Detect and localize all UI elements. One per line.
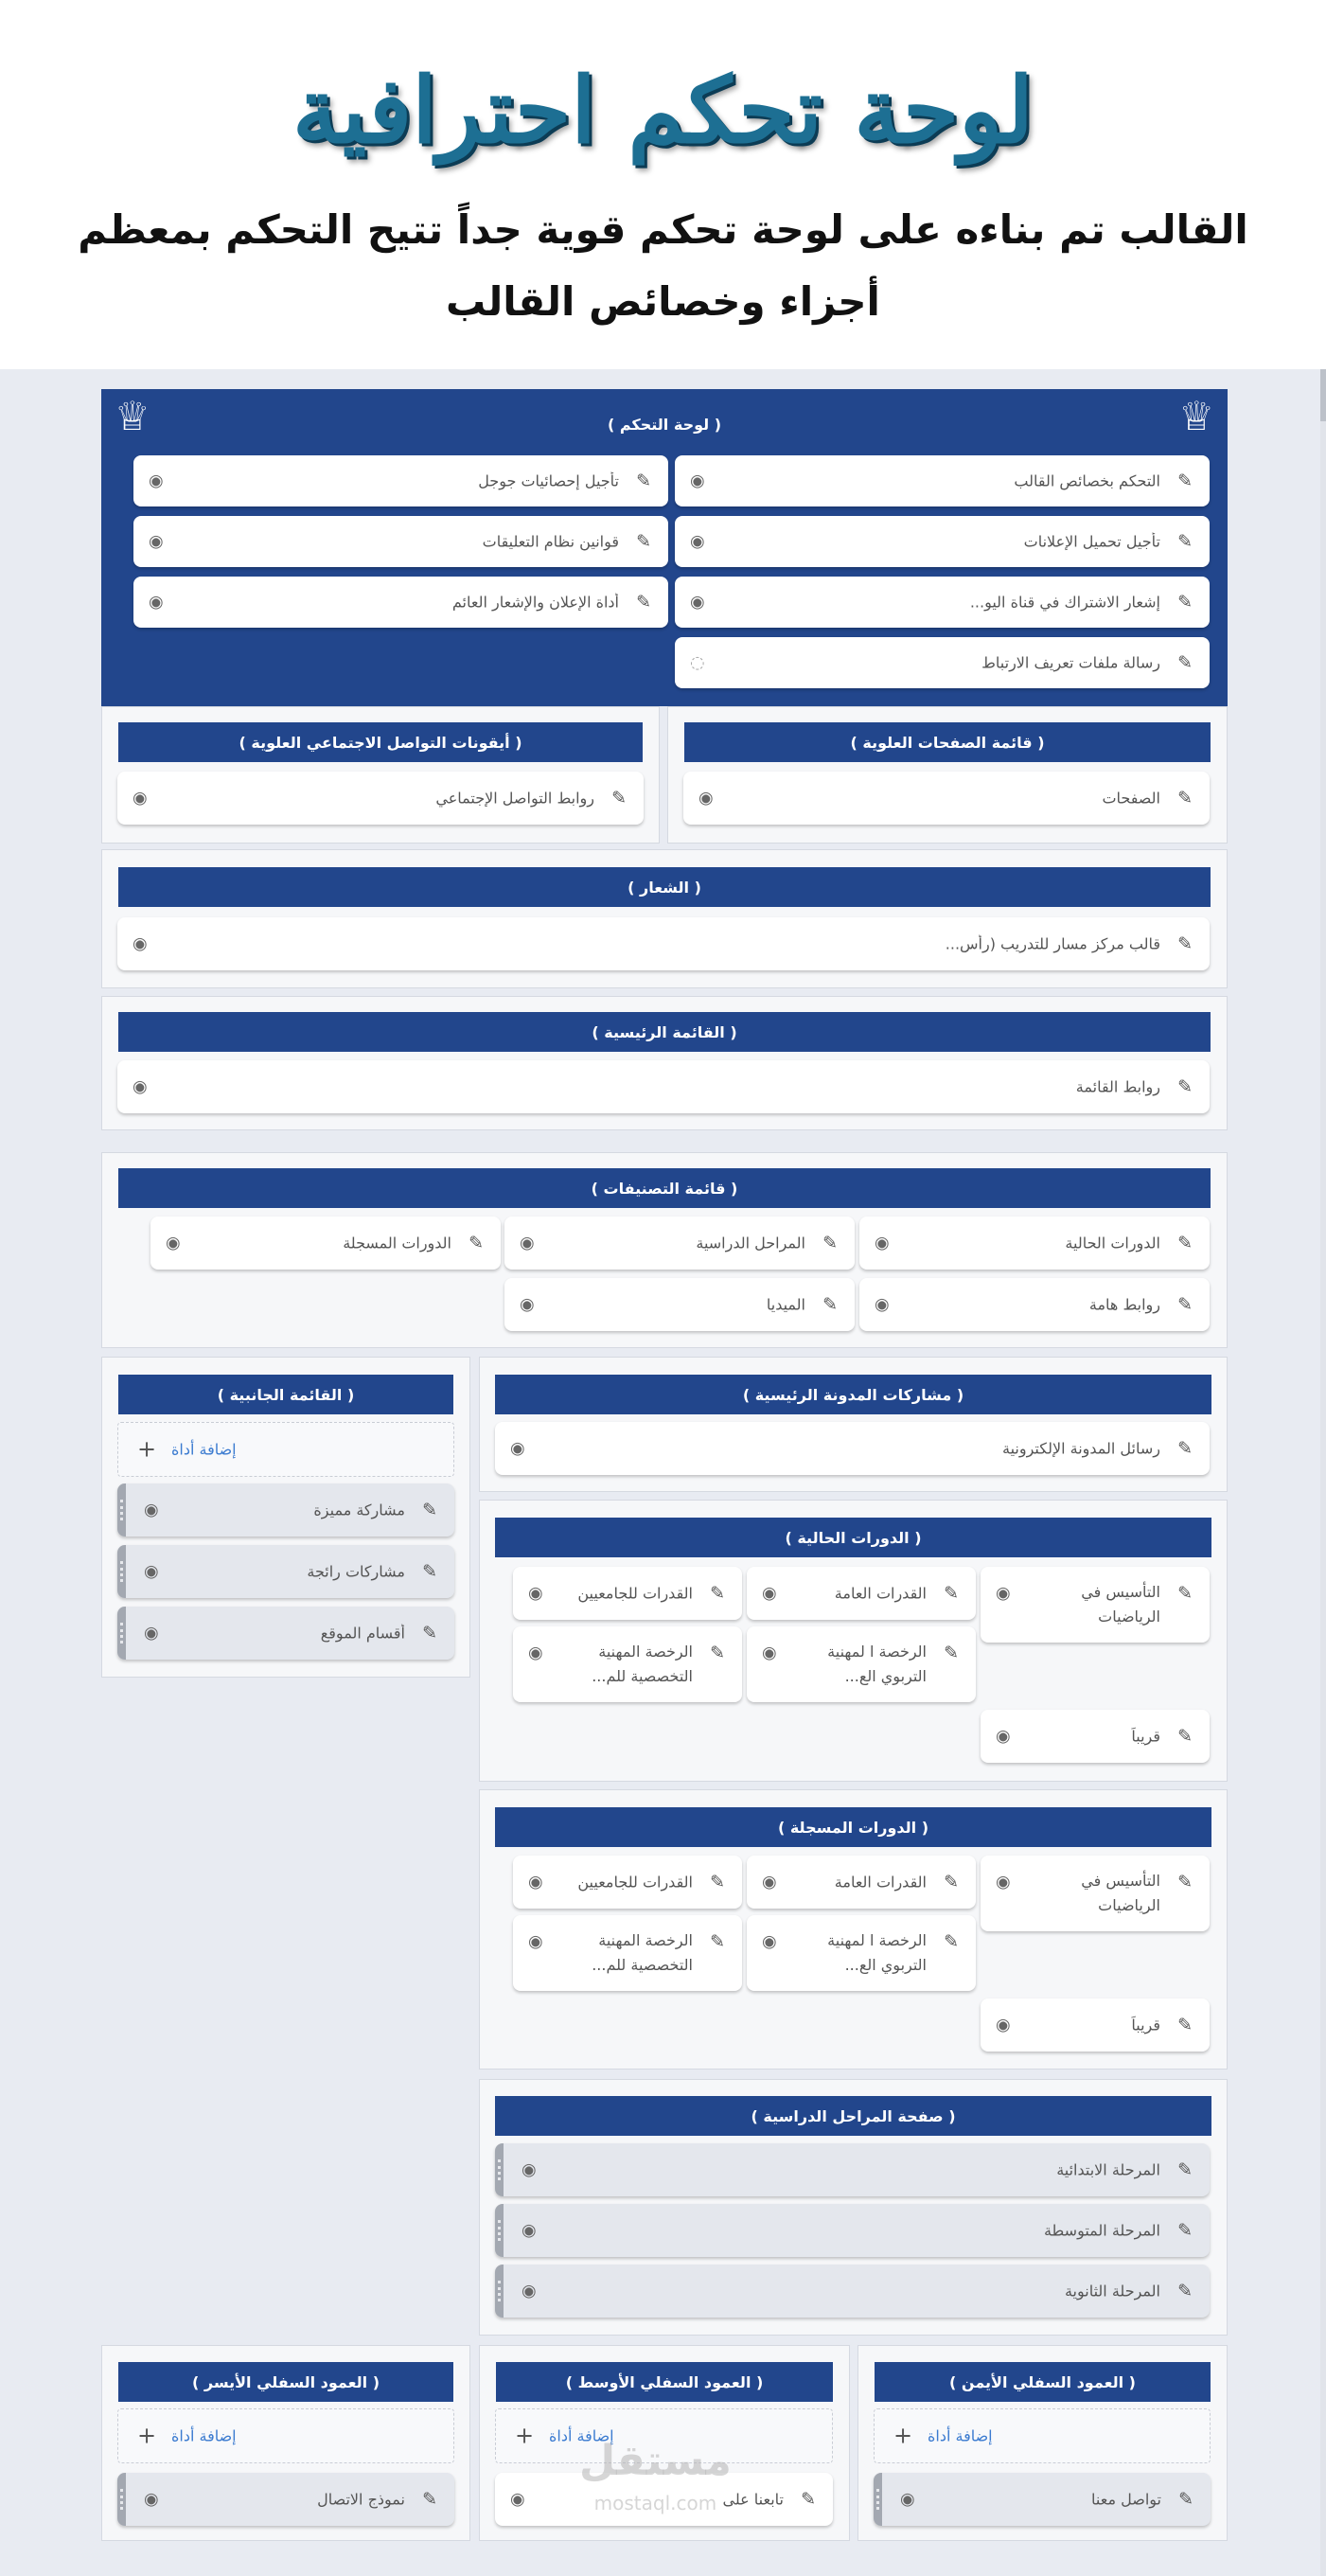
eye-icon[interactable]: ◉	[762, 1643, 777, 1663]
widget-item[interactable]	[675, 637, 1210, 688]
drag-handle[interactable]	[495, 2143, 504, 2196]
widget-item[interactable]	[747, 1915, 976, 1991]
eye-icon[interactable]: ◉	[522, 2281, 537, 2301]
plus-icon: +	[515, 2422, 535, 2449]
eye-icon[interactable]: ◉	[149, 592, 164, 613]
eye-slash-icon[interactable]: ◌	[690, 652, 705, 673]
eye-icon[interactable]: ◉	[528, 1643, 543, 1663]
pencil-icon[interactable]: ✎	[422, 1500, 437, 1520]
widget-item[interactable]	[675, 516, 1210, 567]
eye-icon[interactable]: ◉	[528, 1583, 543, 1604]
eye-icon[interactable]: ◉	[762, 1583, 777, 1604]
widget-label: أقسام الموقع	[320, 1624, 405, 1643]
pencil-icon[interactable]: ✎	[1177, 1233, 1193, 1253]
widget-item[interactable]	[495, 2204, 1210, 2257]
widget-item[interactable]	[981, 1710, 1210, 1763]
widget-label: القدرات العامة	[834, 1873, 927, 1892]
widget-label: قريباً	[1131, 2016, 1160, 2034]
eye-icon[interactable]: ◉	[762, 1872, 777, 1892]
widget-label: المرحلة الابتدائية	[1056, 2160, 1160, 2179]
pencil-icon[interactable]: ✎	[1177, 933, 1193, 954]
scrollbar[interactable]	[1320, 369, 1326, 2576]
pencil-icon[interactable]: ✎	[636, 471, 651, 491]
eye-icon[interactable]: ◉	[510, 2489, 525, 2510]
hero-banner	[0, 0, 1326, 369]
eye-icon[interactable]: ◉	[522, 2220, 537, 2241]
widget-item[interactable]	[675, 577, 1210, 628]
widget-item[interactable]	[859, 1217, 1210, 1270]
pencil-icon[interactable]: ✎	[944, 1872, 959, 1892]
watermark-logo	[579, 2437, 732, 2524]
pencil-icon[interactable]: ✎	[1177, 1726, 1193, 1747]
eye-icon[interactable]: ◉	[520, 1294, 535, 1315]
add-widget-label: إضافة أداة	[171, 1440, 237, 1459]
eye-icon[interactable]: ◉	[996, 1872, 1011, 1892]
eye-icon[interactable]: ◉	[166, 1233, 181, 1253]
eye-icon[interactable]: ◉	[875, 1294, 890, 1315]
add-widget-button[interactable]	[874, 2408, 1211, 2463]
widget-item[interactable]	[675, 455, 1210, 506]
eye-icon[interactable]: ◉	[149, 471, 164, 491]
widget-label: التأسيس في الرياضيات	[1081, 1872, 1160, 1914]
widget-label: الصفحات	[1102, 789, 1160, 808]
hero-title: لوحة تحكم احترافية	[292, 57, 1034, 164]
widget-label: رسائل المدونة الإلكترونية	[1002, 1439, 1160, 1458]
widget-item[interactable]	[504, 1278, 855, 1331]
widget-item[interactable]	[117, 1483, 454, 1537]
pencil-icon[interactable]: ✎	[422, 2489, 437, 2510]
pencil-icon[interactable]: ✎	[1177, 471, 1193, 491]
eye-icon[interactable]: ◉	[144, 1623, 159, 1643]
hero-subtitle: القالب تم بناءه على لوحة تحكم قوية جداً تتيح التحكم بمعظم أجزاء وخصائص القالب	[78, 206, 1248, 325]
section-title: ( صفحة المراحل الدراسية )	[495, 2096, 1211, 2136]
pencil-icon[interactable]: ✎	[1177, 2281, 1193, 2301]
pencil-icon[interactable]: ✎	[710, 1643, 725, 1663]
widget-label: الميديا	[766, 1295, 805, 1314]
section-title: ( قائمة التصنيفات )	[118, 1168, 1211, 1208]
pencil-icon[interactable]: ✎	[1177, 1438, 1193, 1459]
widget-label: الرخصة ا لمهنية التربوي الع...	[827, 1931, 927, 1974]
pencil-icon[interactable]: ✎	[944, 1643, 959, 1663]
widget-item[interactable]	[133, 577, 668, 628]
add-widget-label: إضافة أداة	[549, 2426, 614, 2445]
pencil-icon[interactable]: ✎	[710, 1583, 725, 1604]
eye-icon[interactable]: ◉	[996, 2015, 1011, 2035]
widget-label: المرحلة المتوسطة	[1043, 2221, 1160, 2240]
pencil-icon[interactable]: ✎	[1177, 1076, 1193, 1097]
eye-icon[interactable]: ◉	[144, 1500, 159, 1520]
watermark-site: mostaql.com	[593, 2492, 717, 2514]
widget-item[interactable]	[513, 1856, 742, 1909]
pencil-icon[interactable]: ✎	[944, 1931, 959, 1952]
widget-label: تواصل معنا	[1091, 2490, 1161, 2509]
crown-icon: ♕	[1178, 393, 1214, 439]
widget-item[interactable]	[117, 1060, 1210, 1113]
add-widget-label: إضافة أداة	[171, 2426, 237, 2445]
pencil-icon[interactable]: ✎	[944, 1583, 959, 1604]
pencil-icon[interactable]: ✎	[1177, 592, 1193, 613]
eye-icon[interactable]: ◉	[522, 2159, 537, 2180]
plus-icon: +	[137, 2422, 157, 2449]
eye-icon[interactable]: ◉	[510, 1438, 525, 1459]
pencil-icon[interactable]: ✎	[469, 1233, 484, 1253]
pencil-icon[interactable]: ✎	[636, 531, 651, 552]
eye-icon[interactable]: ◉	[133, 933, 148, 954]
widget-item[interactable]	[747, 1856, 976, 1909]
widget-item[interactable]	[513, 1626, 742, 1702]
drag-handle[interactable]	[117, 1483, 126, 1537]
pencil-icon[interactable]: ✎	[1177, 1294, 1193, 1315]
section-title: ( العمود السفلي الأيمن )	[875, 2362, 1211, 2402]
drag-handle[interactable]	[117, 1607, 126, 1660]
widget-item[interactable]	[747, 1626, 976, 1702]
widget-item[interactable]	[859, 1278, 1210, 1331]
widget-item[interactable]	[117, 1607, 454, 1660]
drag-handle[interactable]	[495, 2265, 504, 2318]
widget-label: إشعار الاشتراك في قناة اليو...	[969, 593, 1160, 612]
watermark-brand: مستقل	[579, 2437, 732, 2485]
widget-item[interactable]	[133, 455, 668, 506]
widget-item[interactable]	[117, 917, 1210, 970]
widget-label: الدورات المسجلة	[343, 1234, 451, 1252]
section-title: ( الدورات المسجلة )	[495, 1807, 1211, 1847]
drag-handle[interactable]	[495, 2204, 504, 2257]
widget-label: التحكم بخصائص القالب	[1014, 471, 1160, 490]
eye-icon[interactable]: ◉	[690, 531, 705, 552]
pencil-icon[interactable]: ✎	[1177, 531, 1193, 552]
widget-item[interactable]	[683, 772, 1210, 825]
drag-handle[interactable]	[874, 2473, 882, 2526]
widget-label: الرخصة المهنية التخصصية للم...	[592, 1931, 693, 1974]
widget-label: قالب مركز مسار للتدريب (رأس...	[945, 934, 1160, 953]
pencil-icon[interactable]: ✎	[1177, 652, 1193, 673]
eye-icon[interactable]: ◉	[149, 531, 164, 552]
widget-label: مشاركات رائجة	[307, 1562, 405, 1581]
widget-label: الرخصة ا لمهنية التربوي الع...	[827, 1643, 927, 1685]
section-title: ( أيقونات التواصل الاجتماعي العلوية )	[118, 722, 643, 762]
widget-item[interactable]	[513, 1567, 742, 1620]
widget-item[interactable]	[495, 2265, 1210, 2318]
eye-icon[interactable]: ◉	[875, 1233, 890, 1253]
widget-item[interactable]	[981, 1567, 1210, 1643]
widget-label: روابط القائمة	[1075, 1077, 1160, 1096]
pencil-icon[interactable]: ✎	[1177, 2015, 1193, 2035]
pencil-icon[interactable]: ✎	[422, 1623, 437, 1643]
widget-label: الرخصة المهنية التخصصية للم...	[592, 1643, 693, 1685]
add-widget-label: إضافة أداة	[928, 2426, 993, 2445]
widget-item[interactable]	[495, 1422, 1210, 1475]
crown-icon: ♕	[115, 393, 150, 439]
pencil-icon[interactable]: ✎	[822, 1233, 838, 1253]
widget-label: المرحلة الثانوية	[1064, 2282, 1160, 2301]
section-title: ( مشاركات المدونة الرئيسية )	[495, 1375, 1211, 1414]
section-title: ( القائمة الرئيسية )	[118, 1012, 1211, 1052]
widget-item[interactable]	[117, 2473, 454, 2526]
drag-handle[interactable]	[117, 2473, 126, 2526]
widget-label: القدرات للجامعيين	[577, 1584, 693, 1603]
section-title: ( العمود السفلي الأيسر )	[118, 2362, 453, 2402]
section-title: ( قائمة الصفحات العلوية )	[684, 722, 1211, 762]
widget-label: المراحل الدراسية	[696, 1234, 805, 1252]
pencil-icon[interactable]: ✎	[611, 788, 627, 808]
eye-icon[interactable]: ◉	[690, 471, 705, 491]
widget-label: التأسيس في الرياضيات	[1081, 1583, 1160, 1626]
widget-label: القدرات للجامعيين	[577, 1873, 693, 1892]
widget-item[interactable]	[117, 1545, 454, 1598]
widget-item[interactable]	[495, 2143, 1210, 2196]
widget-label: روابط هامة	[1088, 1295, 1160, 1314]
pencil-icon[interactable]: ✎	[1178, 2489, 1193, 2510]
pencil-icon[interactable]: ✎	[1177, 788, 1193, 808]
pencil-icon[interactable]: ✎	[636, 592, 651, 613]
widget-item[interactable]	[874, 2473, 1211, 2526]
widget-label: أداة الإعلان والإشعار العائم	[451, 593, 619, 612]
eye-icon[interactable]: ◉	[698, 788, 714, 808]
pencil-icon[interactable]: ✎	[801, 2489, 816, 2510]
pencil-icon[interactable]: ✎	[822, 1294, 838, 1315]
eye-icon[interactable]: ◉	[528, 1931, 543, 1952]
widget-item[interactable]	[150, 1217, 501, 1270]
eye-icon[interactable]: ◉	[996, 1726, 1011, 1747]
pencil-icon[interactable]: ✎	[710, 1872, 725, 1892]
drag-handle[interactable]	[117, 1545, 126, 1598]
eye-icon[interactable]: ◉	[762, 1931, 777, 1952]
eye-icon[interactable]: ◉	[133, 788, 148, 808]
scrollbar-thumb[interactable]	[1320, 369, 1326, 421]
widget-label: تابعنا على	[722, 2490, 784, 2509]
widget-item[interactable]	[133, 516, 668, 567]
eye-icon[interactable]: ◉	[900, 2489, 915, 2510]
pencil-icon[interactable]: ✎	[1177, 2159, 1193, 2180]
add-widget-button[interactable]	[117, 1422, 454, 1477]
widget-label: نموذج الاتصال	[317, 2490, 405, 2509]
widget-label: تأجيل إحصائيات جوجل	[478, 471, 619, 490]
eye-icon[interactable]: ◉	[133, 1076, 148, 1097]
pencil-icon[interactable]: ✎	[422, 1561, 437, 1582]
eye-icon[interactable]: ◉	[528, 1872, 543, 1892]
widget-label: تأجيل تحميل الإعلانات	[1023, 532, 1160, 551]
pencil-icon[interactable]: ✎	[1177, 1872, 1193, 1892]
section-title: ( الشعار )	[118, 867, 1211, 907]
widget-label: مشاركة مميزة	[313, 1501, 405, 1519]
eye-icon[interactable]: ◉	[690, 592, 705, 613]
widget-item[interactable]	[117, 772, 644, 825]
pencil-icon[interactable]: ✎	[710, 1931, 725, 1952]
eye-icon[interactable]: ◉	[144, 2489, 159, 2510]
widget-item[interactable]	[513, 1915, 742, 1991]
widget-label: رسالة ملفات تعريف الارتباط	[981, 653, 1160, 672]
widget-item[interactable]	[981, 1999, 1210, 2052]
add-widget-button[interactable]	[117, 2408, 454, 2463]
section-title: ( الدورات الحالية )	[495, 1518, 1211, 1557]
widget-label: روابط التواصل الإجتماعي	[435, 789, 594, 808]
eye-icon[interactable]: ◉	[144, 1561, 159, 1582]
widget-label: قريباً	[1131, 1727, 1160, 1746]
section-title: ( العمود السفلي الأوسط )	[496, 2362, 833, 2402]
pencil-icon[interactable]: ✎	[1177, 2220, 1193, 2241]
widget-item[interactable]	[504, 1217, 855, 1270]
widget-label: الدورات الحالية	[1065, 1234, 1160, 1252]
pencil-icon[interactable]: ✎	[1177, 1583, 1193, 1604]
widget-label: القدرات العامة	[834, 1584, 927, 1603]
section-title: ( لوحة التحكم )	[608, 415, 722, 434]
widget-item[interactable]	[747, 1567, 976, 1620]
section-title: ( القائمة الجانبية )	[118, 1375, 453, 1414]
eye-icon[interactable]: ◉	[520, 1233, 535, 1253]
plus-icon: +	[893, 2422, 913, 2449]
eye-icon[interactable]: ◉	[996, 1583, 1011, 1604]
widget-label: قوانين نظام التعليقات	[482, 532, 619, 551]
plus-icon: +	[137, 1435, 157, 1463]
widget-item[interactable]	[981, 1856, 1210, 1931]
